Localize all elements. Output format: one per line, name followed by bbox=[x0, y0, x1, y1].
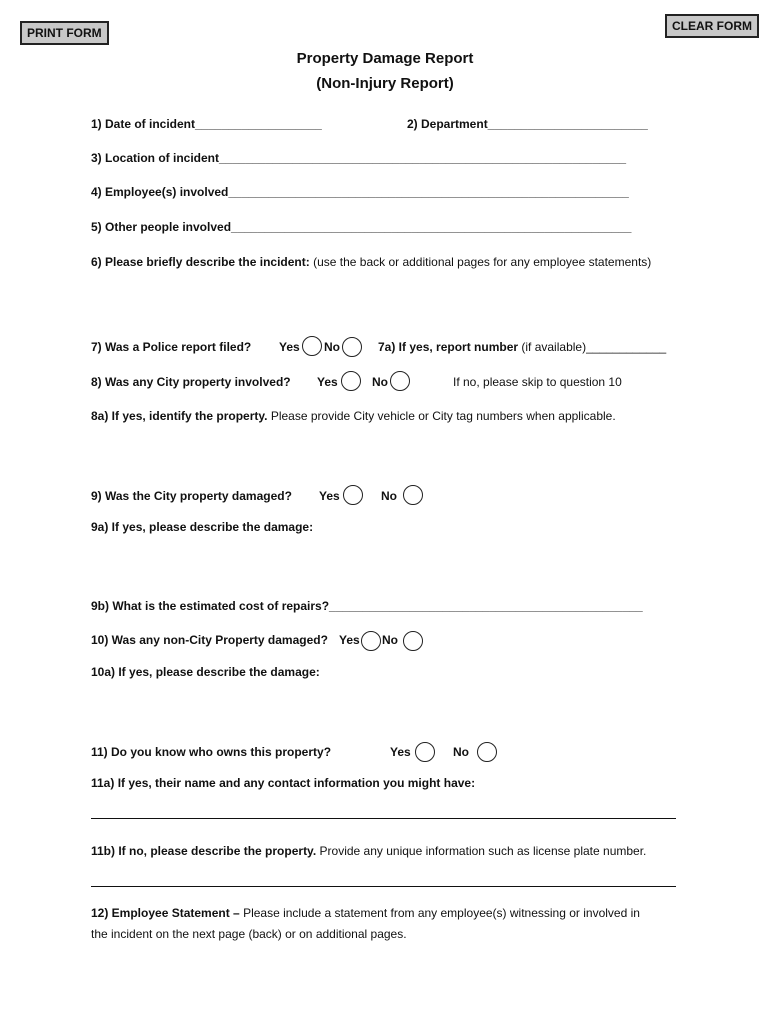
q8a-identify-property bbox=[91, 408, 616, 424]
q9-question: 9) Was the City property damaged? bbox=[91, 489, 292, 503]
q7-yes-radio[interactable] bbox=[302, 336, 322, 356]
q1-date-of-incident[interactable]: 1) Date of incident___________________ bbox=[91, 117, 322, 131]
q7-question: 7) Was a Police report filed? bbox=[91, 340, 252, 354]
q9-yes-label: Yes bbox=[319, 489, 340, 503]
q8a-note: Please provide City vehicle or City tag numbers when applicable. bbox=[267, 409, 616, 423]
q10-no-radio[interactable] bbox=[403, 631, 423, 651]
form-title: Property Damage Report bbox=[296, 50, 474, 67]
q8-yes-label: Yes bbox=[317, 375, 338, 389]
q6-note: (use the back or additional pages for any employee statements) bbox=[309, 255, 652, 269]
q8-question: 8) Was any City property involved? bbox=[91, 375, 291, 389]
q5-other-people[interactable]: 5) Other people involved____________________________________________________________ bbox=[91, 220, 632, 234]
q11-no-radio[interactable] bbox=[477, 742, 497, 762]
q11a-answer-line[interactable] bbox=[91, 818, 676, 819]
q11-question: 11) Do you know who owns this property? bbox=[91, 745, 332, 759]
q9-no-label: No bbox=[381, 489, 397, 503]
q10-no-label: No bbox=[382, 633, 398, 647]
q7a-label: 7a) If yes, report number bbox=[378, 340, 519, 354]
q8-skip-note: If no, please skip to question 10 bbox=[453, 375, 622, 389]
q10-question: 10) Was any non-City Property damaged? bbox=[91, 633, 328, 647]
q12-label: 12) Employee Statement – bbox=[91, 906, 240, 920]
q10-yes-label: Yes bbox=[339, 633, 360, 647]
q7a-note: (if available)____________ bbox=[518, 340, 667, 354]
q4-employees-involved[interactable]: 4) Employee(s) involved____________________________________________________________ bbox=[91, 185, 629, 199]
q12-note: Please include a statement from any employee(s) witnessing or involved in bbox=[239, 906, 640, 920]
q9a-describe-damage: 9a) If yes, please describe the damage: bbox=[91, 520, 314, 534]
q8-no-radio[interactable] bbox=[390, 371, 410, 391]
q10a-describe-damage: 10a) If yes, please describe the damage: bbox=[91, 665, 320, 679]
q9b-estimated-cost[interactable]: 9b) What is the estimated cost of repairs?_______________________________________________ bbox=[91, 599, 643, 613]
q11b-note: Provide any unique information such as license plate number. bbox=[316, 844, 647, 858]
q7-yes-label: Yes bbox=[279, 340, 300, 354]
q9-no-radio[interactable] bbox=[403, 485, 423, 505]
q11b-label: 11b) If no, please describe the property. bbox=[91, 844, 317, 858]
q11-yes-label: Yes bbox=[390, 745, 411, 759]
q12-employee-statement bbox=[91, 905, 640, 921]
q7-no-radio[interactable] bbox=[342, 337, 362, 357]
print-form-button[interactable]: PRINT FORM bbox=[20, 21, 109, 45]
q10-yes-radio[interactable] bbox=[361, 631, 381, 651]
q11b-answer-line[interactable] bbox=[91, 886, 676, 887]
q7-no-label: No bbox=[324, 340, 340, 354]
q8-no-label: No bbox=[372, 375, 388, 389]
q3-location[interactable]: 3) Location of incident_____________________________________________________________ bbox=[91, 151, 627, 165]
q9-yes-radio[interactable] bbox=[343, 485, 363, 505]
q11-no-label: No bbox=[453, 745, 469, 759]
q11a-owner-contact: 11a) If yes, their name and any contact information you might have: bbox=[91, 776, 476, 790]
q8-yes-radio[interactable] bbox=[341, 371, 361, 391]
q11-yes-radio[interactable] bbox=[415, 742, 435, 762]
q6-describe-incident bbox=[91, 254, 651, 270]
q11b-describe-property bbox=[91, 843, 646, 859]
q6-label: 6) Please briefly describe the incident: bbox=[91, 255, 310, 269]
q7a-report-number[interactable] bbox=[378, 339, 666, 355]
q12-note-line2: the incident on the next page (back) or on additional pages. bbox=[91, 927, 407, 941]
form-subtitle: (Non-Injury Report) bbox=[316, 75, 454, 92]
clear-form-button[interactable]: CLEAR FORM bbox=[665, 14, 759, 38]
q2-department[interactable]: 2) Department________________________ bbox=[407, 117, 648, 131]
q8a-label: 8a) If yes, identify the property. bbox=[91, 409, 268, 423]
